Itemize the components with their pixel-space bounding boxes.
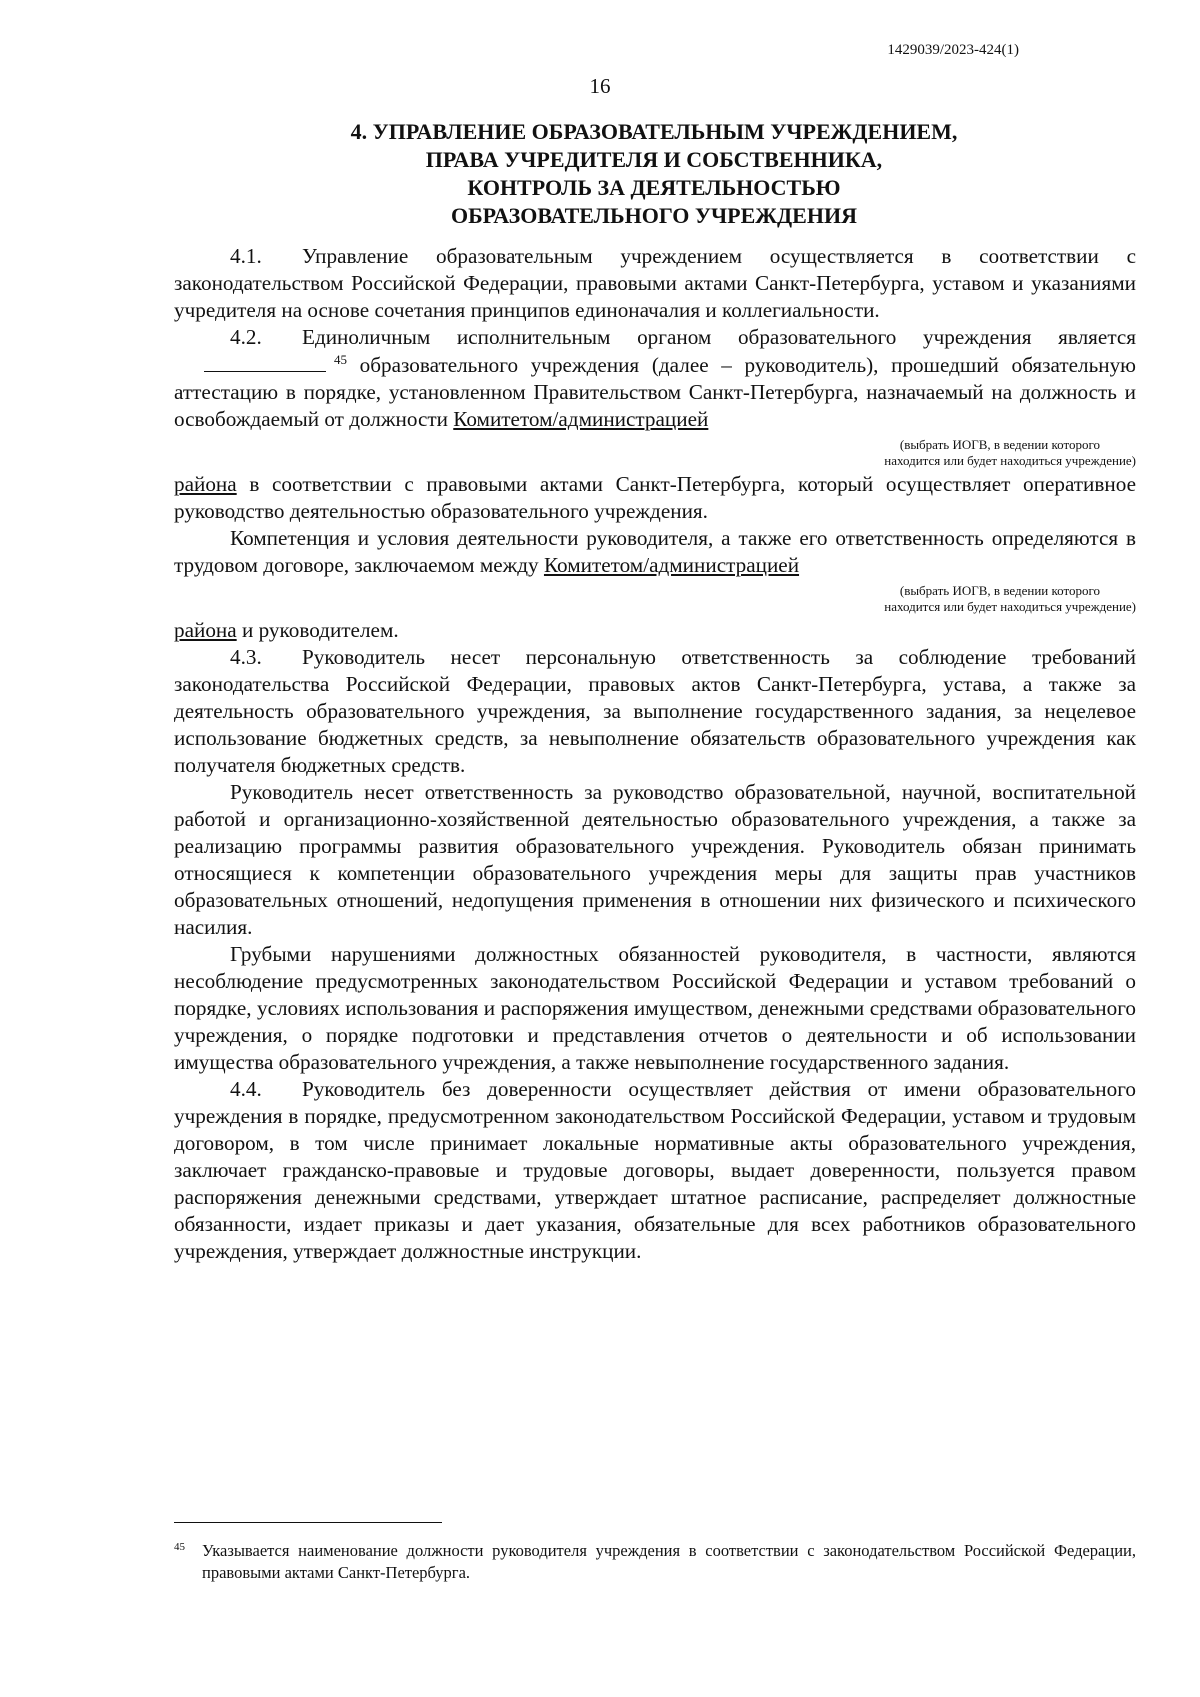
footnote-text: Указывается наименование должности руководителя учреждения в соответствии с законодательством Российской Федерации, правовыми актами Санкт-Петербурга. [202, 1541, 1136, 1582]
footnote [174, 1540, 1136, 1584]
heading-line: КОНТРОЛЬ ЗА ДЕЯТЕЛЬНОСТЬЮ [467, 175, 841, 200]
document-body [174, 243, 1136, 1265]
clause-text: Руководитель несет ответственность за руководство образовательной, научной, воспитательной работой и организационно-хозяйственной деятельностью образовательного учреждения, а также за реализацию программы развития образовательного учреждения. Руководитель обязан принимать относящиеся к компетенции образовательного учреждения меры для защиты прав участников образовательных отношений, недопущения применения в отношении них физического и психического насилия. [174, 780, 1136, 939]
clause-4-2 [174, 324, 1136, 433]
hint-line: (выбрать ИОГВ, в ведении которого [899, 583, 1100, 598]
clause-text: в соответствии с правовыми актами Санкт-Петербурга, который осуществляет оперативное руководство деятельностью образовательного учреждения. [174, 472, 1136, 523]
section-heading [174, 118, 1134, 230]
clause-4-3 [174, 644, 1136, 779]
clause-number: 4.3. [230, 645, 262, 669]
heading-line: ОБРАЗОВАТЕЛЬНОГО УЧРЕЖДЕНИЯ [451, 203, 857, 228]
page-number: 16 [589, 74, 611, 98]
heading-line: ПРАВА УЧРЕДИТЕЛЯ И СОБСТВЕННИКА, [425, 147, 883, 172]
clause-text: Грубыми нарушениями должностных обязанностей руководителя, в частности, являются несоблюдение предусмотренных законодательством Российской Федерации и уставом требований о порядке, условиях использования и распоряжения имуществом, денежными средствами образовательного учреждения, о порядке подготовки и представления отчетов о деятельности и об использовании имущества образовательного учреждения, а также невыполнение государственного задания. [174, 942, 1136, 1074]
clause-text: Руководитель без доверенности осуществляет действия от имени образовательного учреждения в порядке, предусмотренном законодательством Российской Федерации, уставом и трудовым договором, в том числе принимает локальные нормативные акты образовательного учреждения, заключает гражданско-правовые и трудовые договоры, выдает доверенности, пользуется правом распоряжения денежными средствами, утверждает штатное расписание, распределяет должностные обязанности, издает приказы и дает указания, обязательные для всех работников образовательного учреждения, утверждает должностные инструкции. [174, 1077, 1136, 1263]
clause-number: 4.1. [230, 244, 262, 268]
hint-line: (выбрать ИОГВ, в ведении которого [899, 437, 1100, 452]
clause-text: образовательного учреждения (далее – руководитель), прошедший обязательную аттестацию в порядке, установленном Правительством Санкт-Петербурга, назначаемый на должность и освобождаемый от должности [174, 353, 1136, 431]
clause-4-4 [174, 1076, 1136, 1265]
clause-4-3-violations [174, 941, 1136, 1076]
footnote-separator [174, 1522, 442, 1523]
choice-hint [174, 437, 1136, 469]
district-placeholder: района [174, 618, 237, 642]
footnote-ref: 45 [334, 351, 347, 367]
committee-placeholder: Комитетом/администрацией [543, 553, 800, 577]
heading-line: 4. УПРАВЛЕНИЕ ОБРАЗОВАТЕЛЬНЫМ УЧРЕЖДЕНИЕМ, [350, 119, 958, 144]
choice-hint [174, 583, 1136, 615]
clause-4-2-competence-continuation [174, 617, 1136, 644]
committee-placeholder: Комитетом/администрацией [453, 407, 709, 431]
hint-line: находится или будет находиться учреждение) [884, 599, 1136, 614]
document-number: 1429039/2023-424(1) [887, 42, 1019, 58]
clause-4-1 [174, 243, 1136, 324]
clause-number: 4.2. [230, 325, 262, 349]
clause-text: Управление образовательным учреждением осуществляется в соответствии с законодательством Российской Федерации, правовыми актами Санкт-Петербурга, уставом и указаниями учредителя на основе сочетания принципов единоначалия и коллегиальности. [174, 244, 1136, 322]
clause-4-3-responsibility [174, 779, 1136, 941]
clause-number: 4.4. [230, 1077, 262, 1101]
district-placeholder: района [174, 472, 237, 496]
position-blank-field [204, 351, 326, 372]
footnote-mark: 45 [174, 1541, 185, 1553]
clause-4-2-continuation [174, 471, 1136, 525]
clause-text: Компетенция и условия деятельности руководителя, а также его ответственность определяются в трудовом договоре, заключаемом между [174, 526, 1136, 577]
clause-4-2-competence [174, 525, 1136, 579]
clause-text: и руководителем. [241, 618, 399, 642]
hint-line: находится или будет находиться учреждение) [884, 453, 1136, 468]
clause-text: Единоличным исполнительным органом образовательного учреждения является [302, 325, 1136, 349]
clause-text: Руководитель несет персональную ответственность за соблюдение требований законодательства Российской Федерации, правовых актов Санкт-Петербурга, устава, а также за деятельность образовательного учреждения, за выполнение государственного задания, за нецелевое использование бюджетных средств, за невыполнение обязательств образовательного учреждения как получателя бюджетных средств. [174, 645, 1136, 777]
